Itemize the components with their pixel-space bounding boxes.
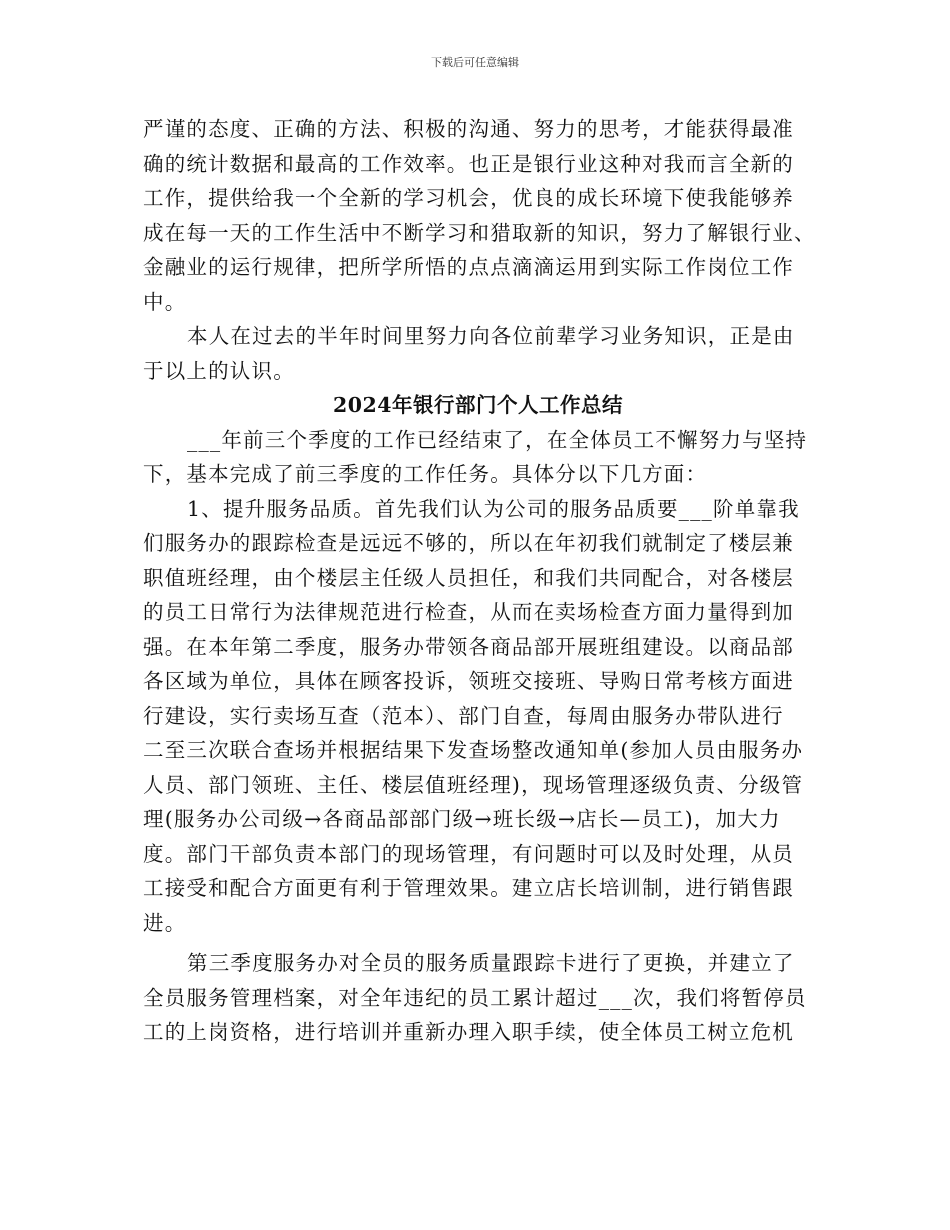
text-line: 本人在过去的半年时间里努力向各位前辈学习业务知识，正是由 (187, 324, 795, 348)
text-line: 各区域为单位，具体在顾客投诉，领班交接班、导购日常考核方面进 (143, 669, 794, 693)
text-line: 成在每一天的工作生活中不断学习和猎取新的知识，努力了解银行业、 (143, 220, 816, 245)
text-line: ___年前三个季度的工作已经结束了，在全体员工不懈努力与坚持 (187, 427, 808, 452)
text-line: 职值班经理，由个楼层主任级人员担任，和我们共同配合，对各楼层 (143, 565, 794, 590)
text-line: 的员工日常行为法律规范进行检查，从而在卖场检查方面力量得到加 (143, 600, 794, 624)
text-line: 严谨的态度、正确的方法、积极的沟通、努力的思考，才能获得最准 (143, 117, 794, 141)
section-title: 2024年银行部门个人工作总结 (332, 393, 624, 417)
text-line: 们服务办的跟踪检查是远远不够的，所以在年初我们就制定了楼层兼 (143, 531, 794, 555)
text-line: 确的统计数据和最高的工作效率。也正是银行业这种对我而言全新的 (143, 151, 794, 176)
text-line: 金融业的运行规律，把所学所悟的点点滴滴运用到实际工作岗位工作 (143, 255, 794, 279)
text-line: 度。部门干部负责本部门的现场管理，有问题时可以及时处理，从员 (143, 841, 794, 866)
text-line: 第三季度服务办对全员的服务质量跟踪卡进行了更换，并建立了 (187, 951, 795, 975)
text-line: 理(服务办公司级→各商品部部门级→班长级→店长—员工)，加大力 (143, 807, 781, 831)
text-line: 工接受和配合方面更有利于管理效果。建立店长培训制，进行销售跟 (143, 876, 794, 900)
text-line: 强。在本年第二季度，服务办带领各商品部开展班组建设。以商品部 (143, 634, 794, 659)
text-line: 1、提升服务品质。首先我们认为公司的服务品质要___阶单靠我 (187, 496, 800, 521)
text-line: 下，基本完成了前三季度的工作任务。具体分以下几方面： (143, 462, 708, 486)
page-header-note: 下载后可任意编辑 (431, 56, 519, 69)
text-line: 进。 (143, 910, 187, 935)
text-line: 全员服务管理档案，对全年违纪的员工累计超过___次，我们将暂停员 (143, 985, 807, 1010)
text-line: 二至三次联合查场并根据结果下发查场整改通知单(参加人员由服务办 (143, 738, 804, 762)
text-line: 行建设，实行卖场互查（范本）、部门自查，每周由服务办带队进行 (143, 703, 784, 728)
text-line: 中。 (143, 289, 187, 314)
text-line: 于以上的认识。 (143, 358, 295, 383)
text-line: 工作，提供给我一个全新的学习机会，优良的成长环境下使我能够养 (143, 186, 794, 210)
text-line: 人员、部门领班、主任、楼层值班经理)，现场管理逐级负责、分级管 (143, 772, 804, 797)
text-line: 工的上岗资格，进行培训并重新办理入职手续，使全体员工树立危机 (143, 1020, 794, 1044)
document-body (143, 112, 816, 1050)
